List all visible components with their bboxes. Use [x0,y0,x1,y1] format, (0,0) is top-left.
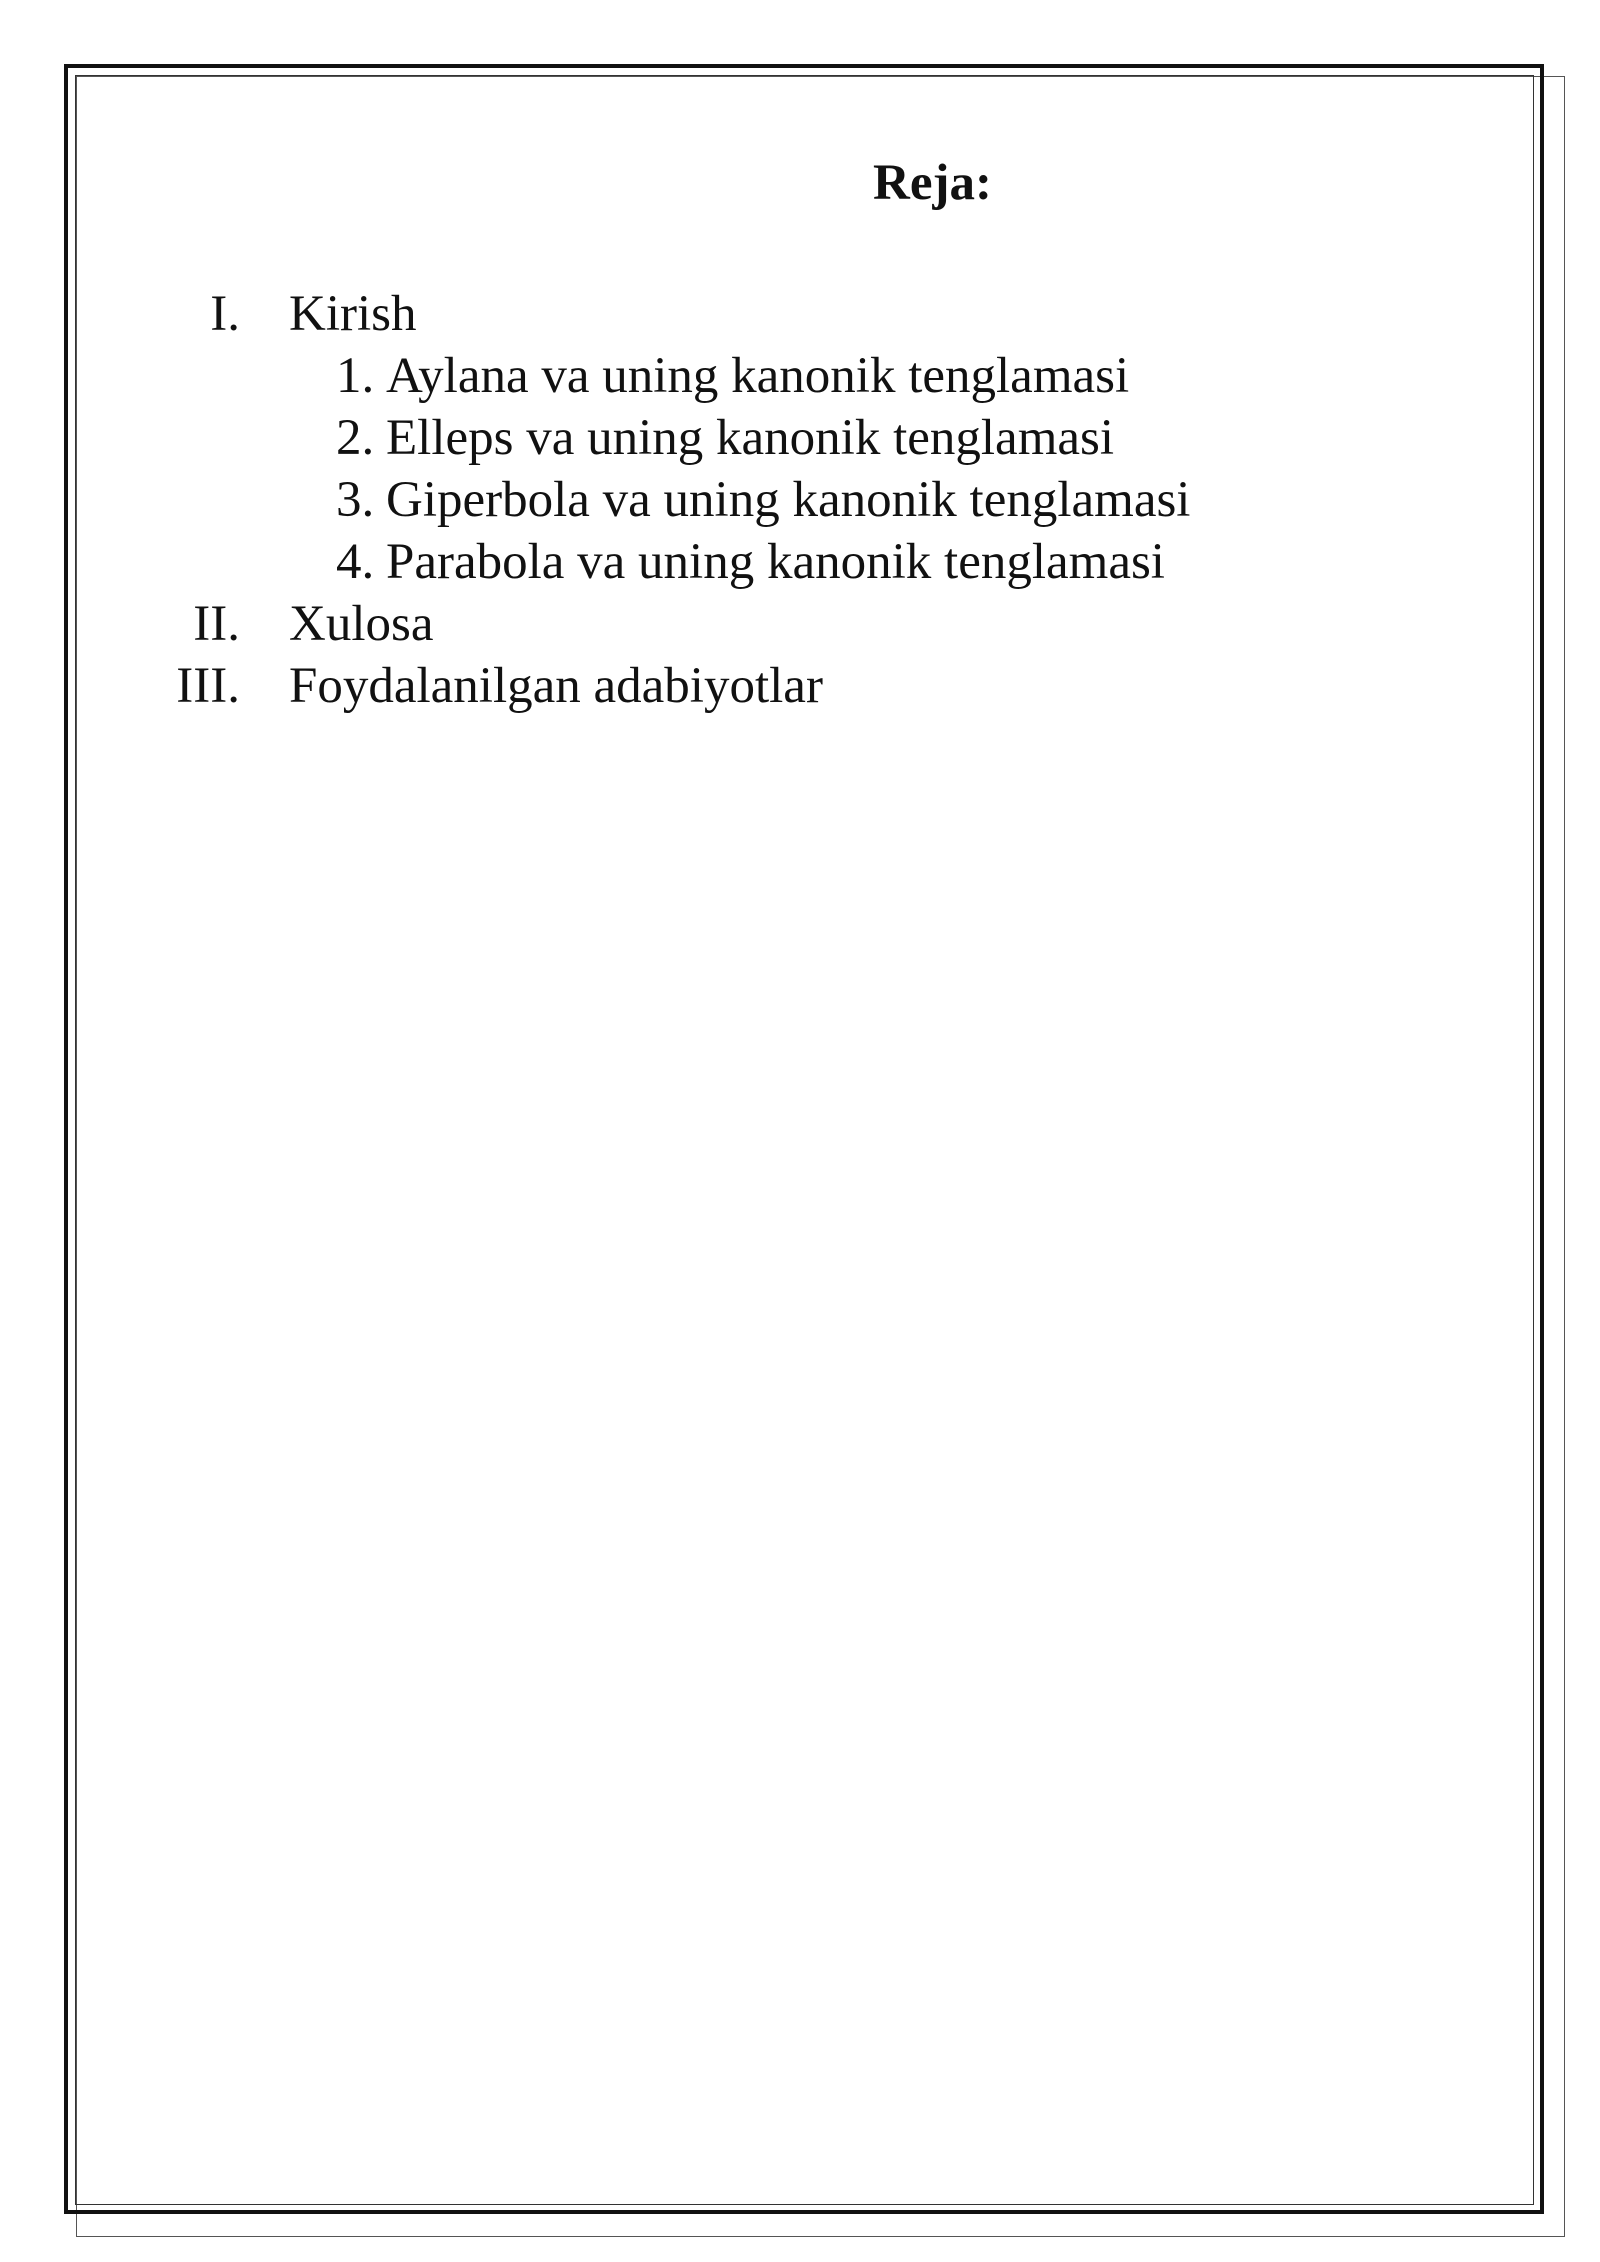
page-title: Reja: [873,155,992,211]
plan-item-label: Kirish [289,286,417,342]
plan-subitem-number: 4. [336,534,375,590]
plan-subitem [0,407,1600,469]
plan-item-xulosa [0,593,1600,655]
plan-subitem [0,531,1600,593]
plan-subitem-number: 3. [336,472,375,528]
plan-subitem-label: Aylana va uning kanonik tenglamasi [386,348,1130,404]
plan-item-label: Xulosa [289,596,434,652]
plan-list [0,283,1600,717]
plan-subitem [0,345,1600,407]
plan-item-number: I. [210,286,240,342]
plan-subitem [0,469,1600,531]
plan-subitem-number: 2. [336,410,375,466]
plan-subitem-number: 1. [336,348,375,404]
plan-item-number: III. [176,658,240,714]
plan-subitem-label: Parabola va uning kanonik tenglamasi [386,534,1165,590]
plan-item-adabiyotlar [0,655,1600,717]
plan-item-number: II. [193,596,240,652]
plan-item-kirish [0,283,1600,345]
plan-item-label: Foydalanilgan adabiyotlar [289,658,823,714]
plan-subitem-label: Elleps va uning kanonik tenglamasi [386,410,1115,466]
plan-subitem-label: Giperbola va uning kanonik tenglamasi [386,472,1191,528]
